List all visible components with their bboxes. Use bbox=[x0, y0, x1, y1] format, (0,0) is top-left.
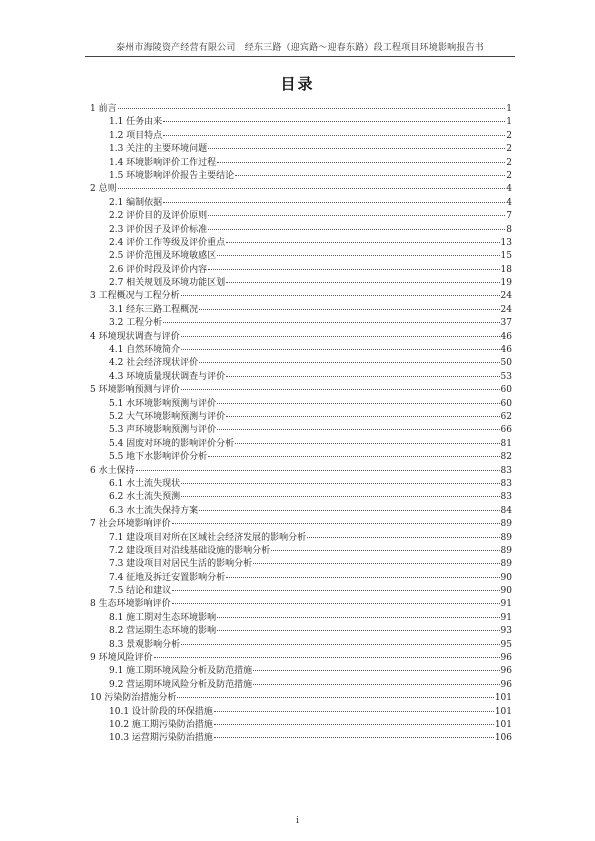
toc-entry-label: 7.5 结论和建议 bbox=[109, 586, 172, 597]
toc-subsection-entry[interactable] bbox=[90, 612, 512, 625]
toc-subsection-entry[interactable] bbox=[90, 585, 512, 598]
toc-entry-page: 60 bbox=[500, 385, 512, 396]
toc-subsection-entry[interactable] bbox=[90, 625, 512, 638]
toc-dot-leader bbox=[172, 603, 500, 604]
toc-entry-page: 66 bbox=[500, 425, 512, 436]
toc-dot-leader bbox=[214, 711, 494, 712]
toc-entry-label: 1.2 项目特点 bbox=[109, 130, 163, 141]
toc-entry-label: 1 前言 bbox=[90, 104, 117, 114]
toc-dot-leader bbox=[217, 162, 505, 163]
toc-entry-label: 7 社会环境影响评价 bbox=[90, 519, 171, 530]
toc-entry-page: 89 bbox=[500, 559, 512, 570]
toc-entry-page: 101 bbox=[494, 719, 512, 730]
toc-entry-page: 101 bbox=[494, 693, 512, 704]
toc-subsection-entry[interactable] bbox=[90, 264, 512, 277]
toc-dot-leader bbox=[199, 510, 499, 511]
page-number: i bbox=[296, 816, 299, 826]
toc-entry-label: 10.2 施工期污染防治措施 bbox=[109, 719, 213, 730]
toc-entry-label: 1.4 环境影响评价工作过程 bbox=[109, 157, 217, 168]
toc-entry-label: 6 水土保持 bbox=[90, 465, 135, 476]
toc-dot-leader bbox=[199, 362, 499, 363]
toc-dot-leader bbox=[177, 697, 493, 698]
toc-entry-page: 24 bbox=[500, 304, 512, 315]
toc-dot-leader bbox=[235, 175, 505, 176]
toc-subsection-entry[interactable] bbox=[90, 304, 512, 317]
toc-entry-label: 3.2 工程分析 bbox=[109, 318, 163, 329]
toc-subsection-entry[interactable] bbox=[90, 170, 512, 183]
toc-dot-leader bbox=[199, 309, 499, 310]
toc-subsection-entry[interactable] bbox=[90, 411, 512, 424]
toc-dot-leader bbox=[181, 349, 499, 350]
toc-subsection-entry[interactable] bbox=[90, 398, 512, 411]
toc-dot-leader bbox=[181, 336, 500, 337]
toc-entry-label: 2.4 评价工作等级及评价重点 bbox=[109, 237, 226, 248]
toc-chapter-entry[interactable] bbox=[90, 183, 512, 196]
toc-entry-page: 60 bbox=[500, 398, 512, 409]
toc-entry-page: 96 bbox=[500, 666, 512, 677]
toc-entry-page: 2 bbox=[506, 144, 512, 155]
toc-entry-label: 8.1 施工期对生态环境影响 bbox=[109, 612, 217, 623]
toc-subsection-entry[interactable] bbox=[90, 545, 512, 558]
toc-entry-label: 7.4 征地及拆迁安置影响分析 bbox=[109, 572, 226, 583]
toc-entry-page: 89 bbox=[500, 545, 512, 556]
toc-entry-page: 91 bbox=[500, 612, 512, 623]
toc-entry-label: 3.1 经东三路工程概况 bbox=[109, 304, 199, 315]
toc-entry-label: 5.3 声环境影响预测与评价 bbox=[109, 425, 217, 436]
toc-chapter-entry[interactable] bbox=[90, 598, 512, 611]
toc-entry-page: 106 bbox=[494, 733, 512, 744]
toc-subsection-entry[interactable] bbox=[90, 639, 512, 652]
toc-subsection-entry[interactable] bbox=[90, 130, 512, 143]
toc-subsection-entry[interactable] bbox=[90, 679, 512, 692]
toc-dot-leader bbox=[217, 255, 499, 256]
toc-chapter-entry[interactable] bbox=[90, 384, 512, 397]
toc-dot-leader bbox=[181, 295, 500, 296]
toc-entry-page: 15 bbox=[500, 251, 512, 262]
toc-entry-label: 5.1 水环境影响预测与评价 bbox=[109, 398, 217, 409]
toc-entry-page: 93 bbox=[500, 626, 512, 637]
toc-dot-leader bbox=[136, 470, 500, 471]
toc-entry-page: 90 bbox=[500, 572, 512, 583]
toc-dot-leader bbox=[118, 108, 506, 109]
toc-subsection-entry[interactable] bbox=[90, 665, 512, 678]
toc-dot-leader bbox=[217, 630, 499, 631]
toc-dot-leader bbox=[235, 443, 499, 444]
table-of-contents bbox=[90, 103, 512, 746]
toc-entry-label: 8.3 景观影响分析 bbox=[109, 639, 181, 650]
toc-subsection-entry[interactable] bbox=[90, 706, 512, 719]
toc-entry-page: 90 bbox=[500, 586, 512, 597]
toc-entry-label: 2.3 评价因子及评价标准 bbox=[109, 224, 208, 235]
toc-entry-label: 9.1 施工期环境风险分析及防范措施 bbox=[109, 666, 253, 677]
toc-dot-leader bbox=[163, 135, 505, 136]
toc-entry-label: 8.2 营运期生态环境的影响 bbox=[109, 626, 217, 637]
toc-entry-page: 89 bbox=[500, 519, 512, 530]
toc-entry-page: 4 bbox=[506, 184, 512, 195]
toc-entry-label: 10 污染防治措施分析 bbox=[90, 693, 177, 704]
toc-subsection-entry[interactable] bbox=[90, 277, 512, 290]
toc-subsection-entry[interactable] bbox=[90, 210, 512, 223]
toc-entry-label: 5.4 固废对环境的影响评价分析 bbox=[109, 438, 235, 449]
toc-entry-label: 4.3 环境质量现状调查与评价 bbox=[109, 371, 226, 382]
toc-subsection-entry[interactable] bbox=[90, 532, 512, 545]
toc-entry-page: 96 bbox=[500, 653, 512, 664]
toc-entry-page: 50 bbox=[500, 358, 512, 369]
page-title: 目录 bbox=[280, 75, 315, 93]
toc-entry-label: 8 生态环境影响评价 bbox=[90, 599, 171, 610]
running-header: 泰州市海陵资产经营有限公司 经东三路（迎宾路～迎春东路）段工程项目环境影响报告书 bbox=[115, 43, 484, 53]
toc-entry-label: 3 工程概况与工程分析 bbox=[90, 291, 180, 302]
toc-entry-label: 6.1 水土流失现状 bbox=[109, 478, 181, 489]
toc-subsection-entry[interactable] bbox=[90, 438, 512, 451]
toc-entry-label: 5.5 地下水影响评价分析 bbox=[109, 452, 208, 463]
toc-dot-leader bbox=[226, 242, 499, 243]
toc-entry-label: 5.2 大气环境影响预测与评价 bbox=[109, 411, 226, 422]
toc-dot-leader bbox=[208, 148, 505, 149]
toc-chapter-entry[interactable] bbox=[90, 290, 512, 303]
header-rule bbox=[85, 56, 515, 57]
toc-subsection-entry[interactable] bbox=[90, 371, 512, 384]
toc-dot-leader bbox=[226, 376, 499, 377]
toc-dot-leader bbox=[253, 670, 499, 671]
toc-entry-label: 2 总则 bbox=[90, 184, 117, 195]
toc-dot-leader bbox=[214, 737, 494, 738]
toc-dot-leader bbox=[181, 496, 499, 497]
toc-entry-label: 2.7 相关规划及环境功能区划 bbox=[109, 278, 226, 289]
toc-subsection-entry[interactable] bbox=[90, 451, 512, 464]
toc-entry-label: 9 环境风险评价 bbox=[90, 653, 153, 664]
toc-chapter-entry[interactable] bbox=[90, 518, 512, 531]
toc-subsection-entry[interactable] bbox=[90, 157, 512, 170]
toc-dot-leader bbox=[217, 617, 499, 618]
toc-entry-label: 4 环境现状调查与评价 bbox=[90, 331, 180, 342]
toc-dot-leader bbox=[226, 416, 499, 417]
toc-subsection-entry[interactable] bbox=[90, 505, 512, 518]
toc-entry-label: 7.1 建设项目对所在区域社会经济发展的影响分析 bbox=[109, 532, 307, 543]
toc-entry-label: 9.2 营运期环境风险分析及防范措施 bbox=[109, 679, 253, 690]
toc-entry-page: 7 bbox=[506, 211, 512, 222]
toc-dot-leader bbox=[208, 215, 505, 216]
toc-entry-page: 19 bbox=[500, 278, 512, 289]
toc-chapter-entry[interactable] bbox=[90, 652, 512, 665]
toc-dot-leader bbox=[226, 577, 499, 578]
toc-dot-leader bbox=[214, 724, 494, 725]
toc-entry-page: 1 bbox=[506, 104, 512, 114]
toc-dot-leader bbox=[181, 644, 499, 645]
toc-entry-page: 91 bbox=[500, 599, 512, 610]
toc-entry-page: 83 bbox=[500, 465, 512, 476]
toc-subsection-entry[interactable] bbox=[90, 224, 512, 237]
toc-entry-label: 4.2 社会经济现状评价 bbox=[109, 358, 199, 369]
toc-dot-leader bbox=[118, 188, 506, 189]
toc-entry-page: 81 bbox=[500, 438, 512, 449]
toc-chapter-entry[interactable] bbox=[90, 465, 512, 478]
toc-subsection-entry[interactable] bbox=[90, 424, 512, 437]
toc-entry-page: 46 bbox=[500, 331, 512, 342]
toc-subsection-entry[interactable] bbox=[90, 143, 512, 156]
toc-subsection-entry[interactable] bbox=[90, 478, 512, 491]
toc-entry-page: 83 bbox=[500, 478, 512, 489]
toc-subsection-entry[interactable] bbox=[90, 558, 512, 571]
toc-dot-leader bbox=[217, 429, 499, 430]
toc-entry-label: 7.2 建设项目对沿线基础设施的影响分析 bbox=[109, 545, 271, 556]
toc-dot-leader bbox=[163, 202, 505, 203]
toc-entry-page: 95 bbox=[500, 639, 512, 650]
toc-dot-leader bbox=[226, 282, 499, 283]
toc-dot-leader bbox=[163, 121, 505, 122]
toc-dot-leader bbox=[271, 550, 499, 551]
toc-entry-label: 1.5 环境影响评价报告主要结论 bbox=[109, 170, 235, 181]
toc-subsection-entry[interactable] bbox=[90, 116, 512, 129]
toc-dot-leader bbox=[253, 563, 499, 564]
toc-entry-label: 1.3 关注的主要环境问题 bbox=[109, 144, 208, 155]
toc-subsection-entry[interactable] bbox=[90, 237, 512, 250]
toc-subsection-entry[interactable] bbox=[90, 357, 512, 370]
toc-subsection-entry[interactable] bbox=[90, 719, 512, 732]
toc-entry-label: 2.1 编制依据 bbox=[109, 197, 163, 208]
toc-entry-page: 2 bbox=[506, 130, 512, 141]
toc-entry-page: 53 bbox=[500, 371, 512, 382]
toc-subsection-entry[interactable] bbox=[90, 344, 512, 357]
toc-entry-page: 89 bbox=[500, 532, 512, 543]
toc-entry-label: 5 环境影响预测与评价 bbox=[90, 385, 180, 396]
toc-dot-leader bbox=[307, 537, 499, 538]
toc-dot-leader bbox=[208, 229, 505, 230]
toc-entry-page: 82 bbox=[500, 452, 512, 463]
toc-dot-leader bbox=[208, 269, 499, 270]
toc-entry-label: 6.2 水土流失预测 bbox=[109, 492, 181, 503]
toc-dot-leader bbox=[154, 657, 500, 658]
toc-entry-page: 83 bbox=[500, 492, 512, 503]
toc-dot-leader bbox=[253, 684, 499, 685]
toc-entry-page: 2 bbox=[506, 157, 512, 168]
toc-subsection-entry[interactable] bbox=[90, 491, 512, 504]
toc-entry-page: 37 bbox=[500, 318, 512, 329]
toc-entry-page: 24 bbox=[500, 291, 512, 302]
toc-entry-label: 10.3 运营期污染防治措施 bbox=[109, 733, 213, 744]
toc-entry-page: 96 bbox=[500, 679, 512, 690]
toc-entry-page: 1 bbox=[506, 117, 512, 128]
toc-chapter-entry[interactable] bbox=[90, 331, 512, 344]
toc-dot-leader bbox=[172, 523, 500, 524]
toc-entry-label: 2.6 评价时段及评价内容 bbox=[109, 264, 208, 275]
toc-entry-label: 1.1 任务由来 bbox=[109, 117, 163, 128]
toc-entry-label: 10.1 设计阶段的环保措施 bbox=[109, 706, 213, 717]
toc-subsection-entry[interactable] bbox=[90, 317, 512, 330]
toc-entry-label: 2.2 评价目的及评价原则 bbox=[109, 211, 208, 222]
toc-entry-page: 4 bbox=[506, 197, 512, 208]
toc-chapter-entry[interactable] bbox=[90, 692, 512, 705]
toc-entry-label: 7.3 建设项目对居民生活的影响分析 bbox=[109, 559, 253, 570]
toc-entry-page: 2 bbox=[506, 170, 512, 181]
toc-dot-leader bbox=[163, 322, 499, 323]
toc-entry-page: 13 bbox=[500, 237, 512, 248]
toc-subsection-entry[interactable] bbox=[90, 572, 512, 585]
toc-dot-leader bbox=[181, 389, 500, 390]
toc-entry-label: 2.5 评价范围及环境敏感区 bbox=[109, 251, 217, 262]
toc-subsection-entry[interactable] bbox=[90, 197, 512, 210]
toc-subsection-entry[interactable] bbox=[90, 250, 512, 263]
toc-entry-label: 4.1 自然环境简介 bbox=[109, 345, 181, 356]
toc-subsection-entry[interactable] bbox=[90, 732, 512, 745]
toc-entry-page: 62 bbox=[500, 411, 512, 422]
toc-chapter-entry[interactable] bbox=[90, 103, 512, 116]
toc-entry-page: 8 bbox=[506, 224, 512, 235]
toc-dot-leader bbox=[181, 483, 499, 484]
toc-dot-leader bbox=[208, 456, 499, 457]
toc-entry-page: 46 bbox=[500, 345, 512, 356]
toc-entry-page: 84 bbox=[500, 505, 512, 516]
toc-entry-page: 18 bbox=[500, 264, 512, 275]
toc-dot-leader bbox=[172, 590, 499, 591]
toc-dot-leader bbox=[217, 403, 499, 404]
toc-entry-page: 101 bbox=[494, 706, 512, 717]
toc-entry-label: 6.3 水土流失保持方案 bbox=[109, 505, 199, 516]
